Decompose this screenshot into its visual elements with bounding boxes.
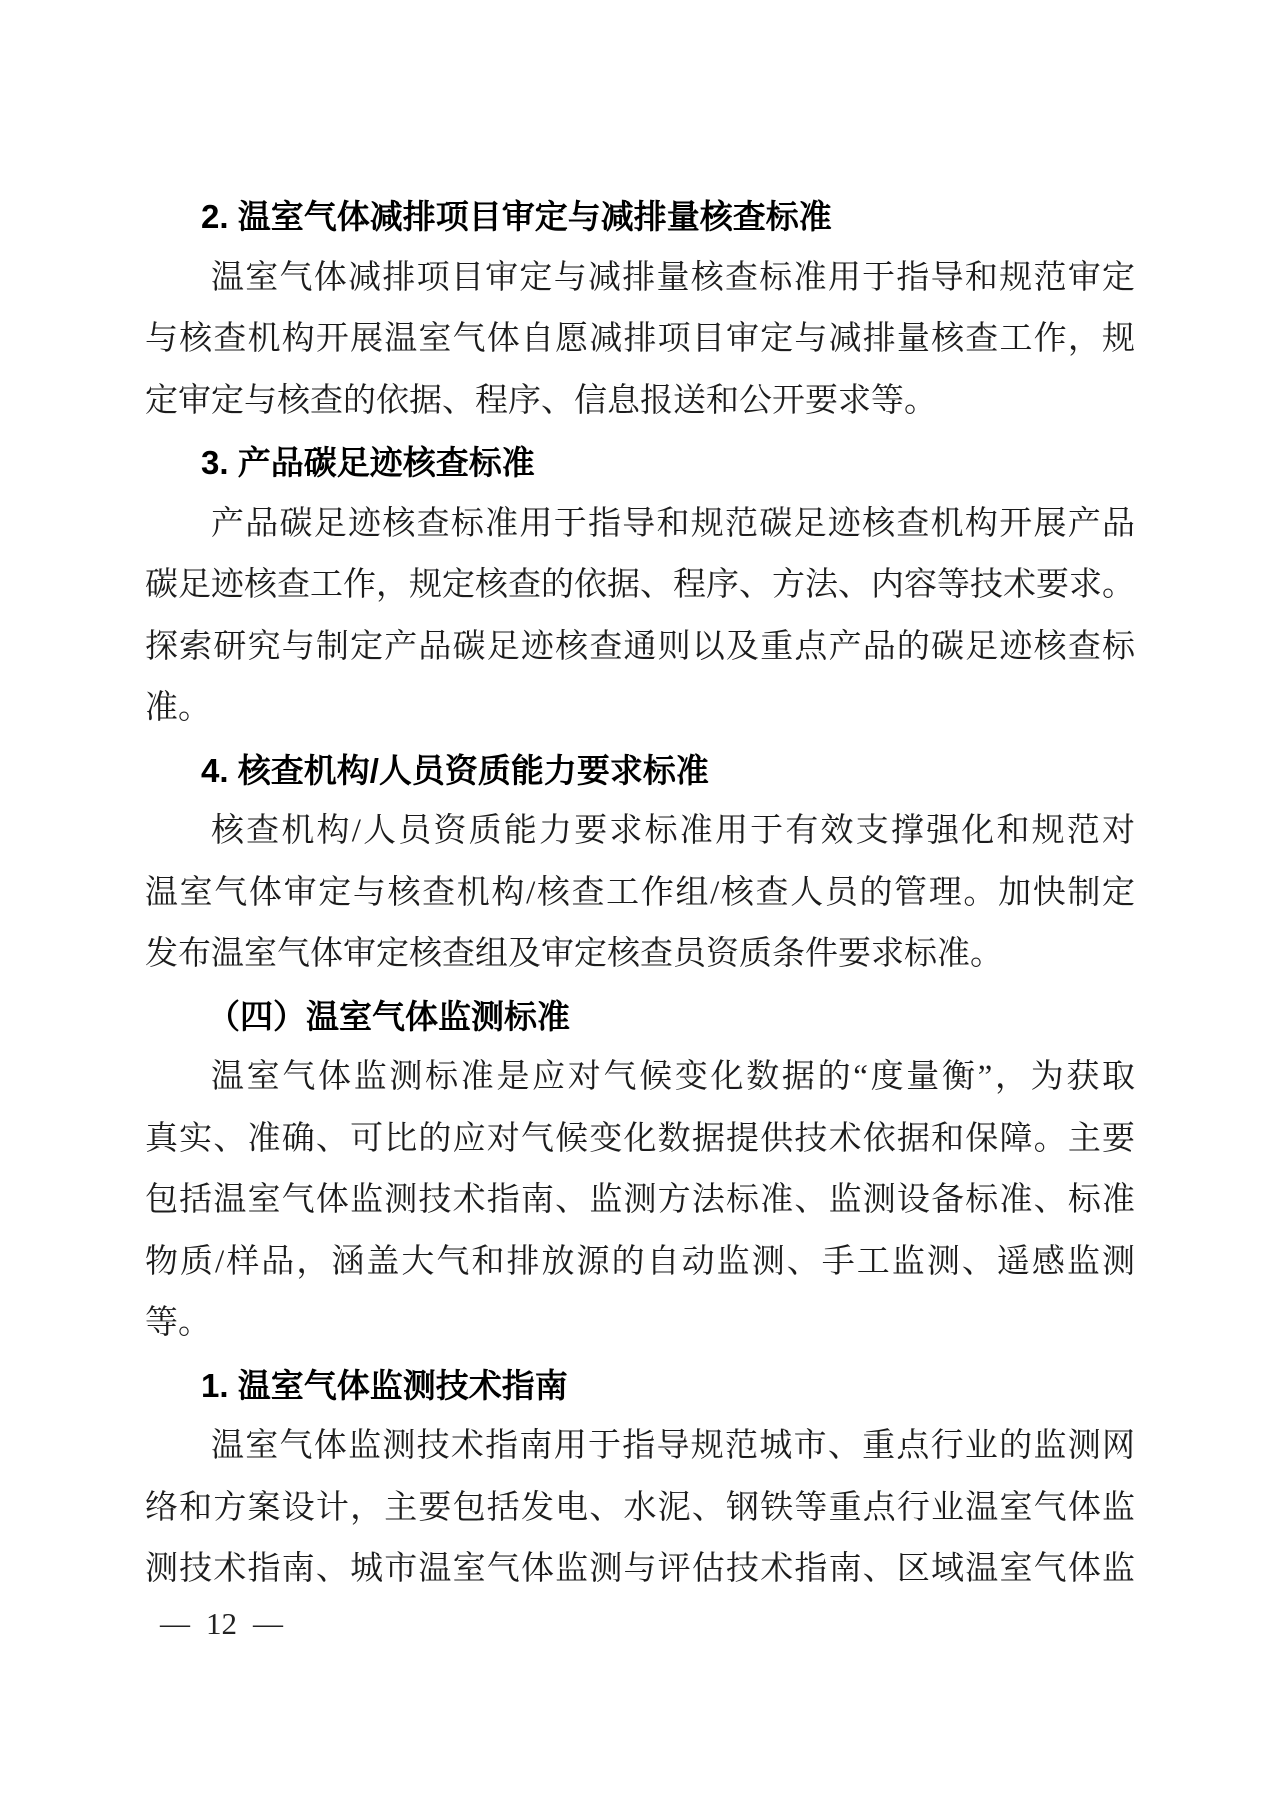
paragraph-line: 定审定与核查的依据、程序、信息报送和公开要求等。 <box>145 382 937 419</box>
footer-right-dash: — <box>253 1607 283 1640</box>
paragraph-line: 核查机构/人员资质能力要求标准用于有效支撑强化和规范对 <box>211 813 1135 849</box>
paragraph-line: 发布温室气体审定核查组及审定核查员资质条件要求标准。 <box>145 936 1003 972</box>
paragraph-line: 探索研究与制定产品碳足迹核查通则以及重点产品的碳足迹核查标 <box>145 628 1135 665</box>
paragraph-line: 真实、准确、可比的应对气候变化数据提供技术依据和保障。主要 <box>145 1120 1135 1157</box>
paragraph-line: 温室气体减排项目审定与减排量核查标准用于指导和规范审定 <box>211 259 1135 296</box>
section-heading-2: 2. 温室气体减排项目审定与减排量核查标准 <box>201 198 832 235</box>
section-heading-1: 1. 温室气体监测技术指南 <box>201 1366 568 1404</box>
paragraph-line: 温室气体监测标准是应对气候变化数据的“度量衡”，为获取 <box>211 1059 1135 1095</box>
paragraph-line: 包括温室气体监测技术指南、监测方法标准、监测设备标准、标准 <box>145 1182 1135 1218</box>
paragraph-line: 碳足迹核查工作，规定核查的依据、程序、方法、内容等技术要求。 <box>145 567 1135 603</box>
paragraph-line: 准。 <box>145 690 211 726</box>
paragraph-line: 络和方案设计，主要包括发电、水泥、钢铁等重点行业温室气体监 <box>145 1489 1135 1526</box>
section-heading-4: 4. 核查机构/人员资质能力要求标准 <box>201 751 709 789</box>
paragraph-line: 产品碳足迹核查标准用于指导和规范碳足迹核查机构开展产品 <box>211 505 1135 542</box>
paragraph-line: 等。 <box>145 1305 211 1341</box>
page-number: 12 <box>206 1606 237 1641</box>
paragraph-line: 物质/样品，涵盖大气和排放源的自动监测、手工监测、遥感监测 <box>145 1243 1135 1280</box>
paragraph-line: 温室气体审定与核查机构/核查工作组/核查人员的管理。加快制定 <box>145 874 1135 911</box>
paragraph-line: 与核查机构开展温室气体自愿减排项目审定与减排量核查工作，规 <box>145 321 1135 357</box>
paragraph-line: 温室气体监测技术指南用于指导规范城市、重点行业的监测网 <box>211 1428 1135 1464</box>
section-heading-si: （四）温室气体监测标准 <box>207 997 570 1035</box>
page-footer <box>160 1603 283 1645</box>
page-body <box>145 186 1135 1601</box>
paragraph-line: 测技术指南、城市温室气体监测与评估技术指南、区域温室气体监 <box>145 1551 1135 1587</box>
section-heading-3: 3. 产品碳足迹核查标准 <box>201 444 535 481</box>
footer-left-dash: — <box>160 1607 190 1640</box>
